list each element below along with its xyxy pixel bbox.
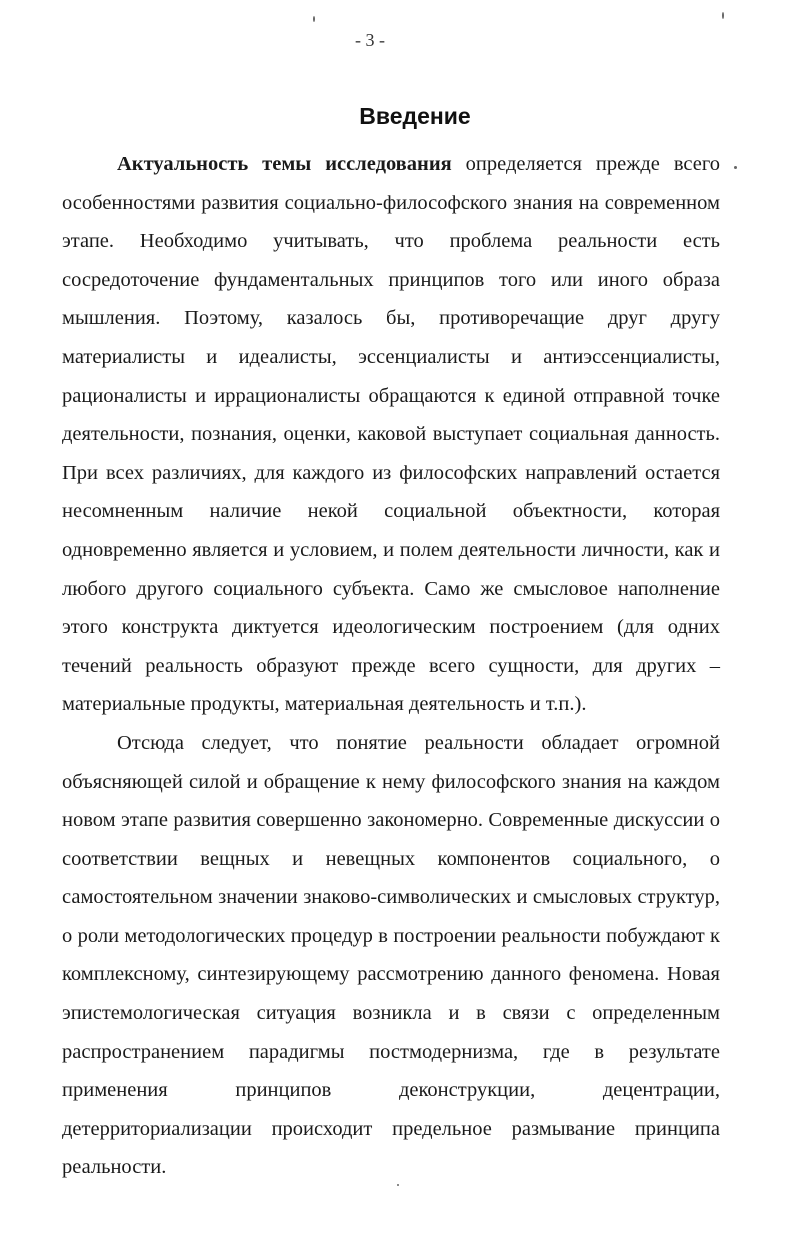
section-heading: Введение — [359, 103, 471, 129]
scan-speck — [722, 12, 724, 19]
scan-speck — [313, 16, 315, 22]
paragraph-consequence — [62, 724, 720, 1187]
body-text — [62, 145, 720, 1187]
paragraph-text: Отсюда следует, что понятие реальности обладает огромной объясняющей силой и обращение к нему философского знания на каждом новом этапе развития совершенно закономерно. Современные дискуссии о соответствии вещных и невещных компонентов социального, о самостоятельном значении знаково-символических и смысловых структур, о роли методологических процедур в построении реальности побуждают к комплексному, синтезирующему рассмотрению данного феномена. Новая эпистемологическая ситуация возникла и в связи с определенным распространением парадигмы постмодернизма, где в результате применения принципов деконструкции, децентрации, детерриториализации происходит предельное размывание принципа реальности. — [62, 731, 720, 1179]
scan-speck — [734, 166, 737, 169]
page-number: - 3 - — [355, 30, 385, 50]
paragraph-relevance — [62, 145, 720, 724]
paragraph-lead: Актуальность темы исследования — [117, 153, 452, 175]
paragraph-text: определяется прежде всего особенностями развития социально-философского знания на современном этапе. Необходимо учитывать, что проблема реальности есть сосредоточение фундаментальных принципов того или иного образа мышления. Поэтому, казалось бы, противоречащие друг другу материалисты и идеалисты, эссенциалисты и антиэссенциалисты, рационалисты и иррационалисты обращаются к единой отправной точке деятельности, познания, оценки, каковой выступает социальная данность. При всех различиях, для каждого из философских направлений остается несомненным наличие некой социальной объектности, которая одновременно является и условием, и полем деятельности личности, как и любого другого социального субъекта. Само же смысловое наполнение этого конструкта диктуется идеологическим построением (для одних течений реальность образуют прежде всего сущности, для других – материальные продукты, материальная деятельность и т.п.). — [62, 153, 720, 716]
